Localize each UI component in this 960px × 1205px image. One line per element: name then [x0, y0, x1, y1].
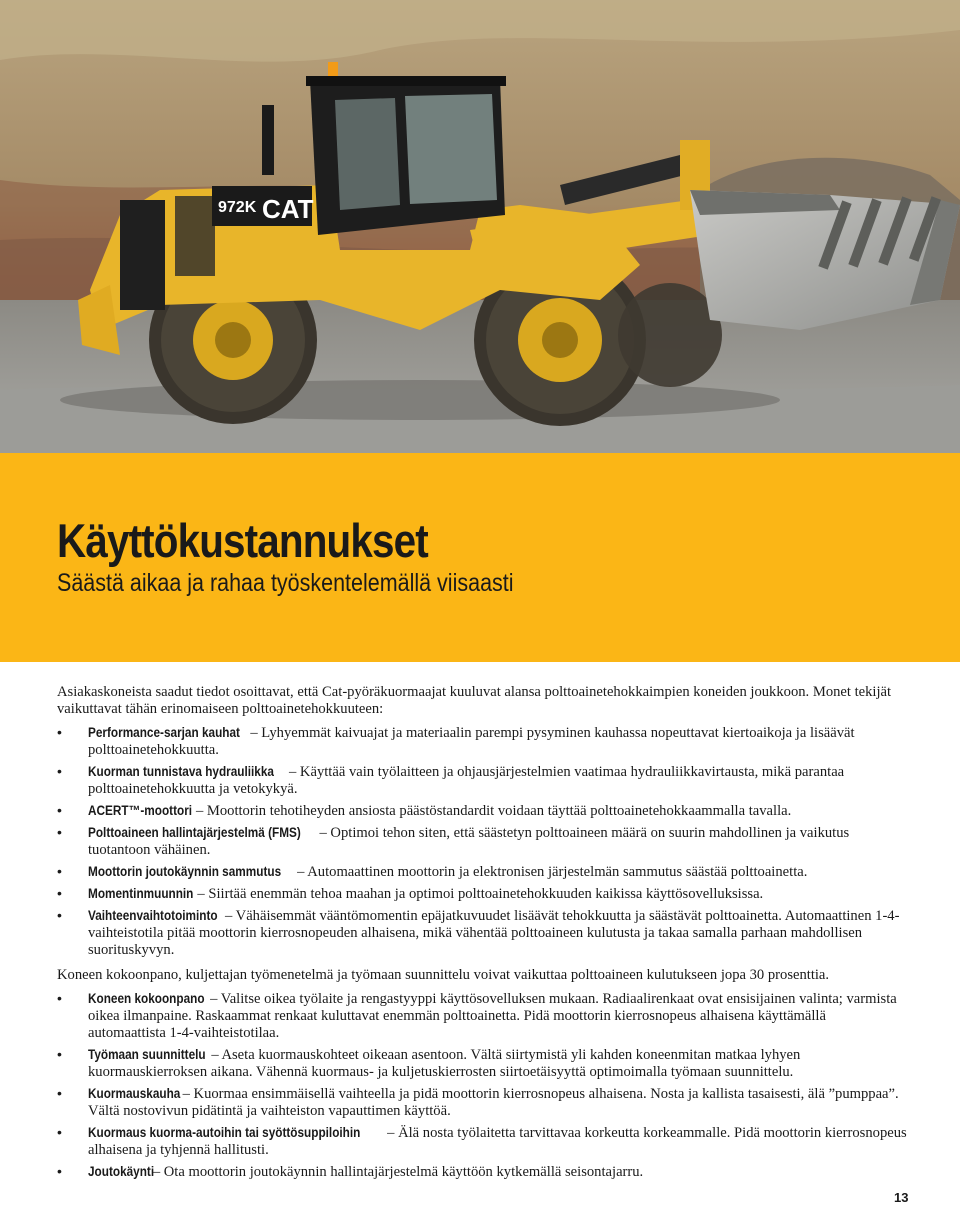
feature-text: – Lyhyemmät kaivuajat ja materiaalin parempi pysyminen kauhassa nopeuttavat kiertoaikoja ja lisäävät polttoainetehokkuutta.: [88, 725, 855, 758]
list-item: [57, 763, 907, 798]
beacon-light: [328, 62, 338, 76]
tip-term: Työmaan suunnittelu: [88, 1047, 206, 1062]
list-item: [57, 990, 907, 1042]
feature-text: – Optimoi tehon siten, että säästetyn polttoaineen määrä on suurin mahdollinen ja vaikutus tuotantoon vähäinen.: [88, 825, 850, 858]
bullet: •: [57, 885, 62, 901]
page-number: 13: [894, 1190, 909, 1205]
list-item: [57, 885, 907, 903]
bullet: •: [57, 824, 62, 840]
section-title: Käyttökustannukset: [57, 514, 428, 567]
second-paragraph: Koneen kokoonpano, kuljettajan työmenetelmä ja työmaan suunnittelu voivat vaikuttaa polttoaineen kulutukseen jopa 30 prosenttia.: [57, 967, 830, 983]
feature-text: – Vähäisemmät vääntömomentin epäjatkuvuudet lisäävät tehokkuutta ja säästävät polttoainetta. Automaattinen 1-4-vaihteistotila pitää moottorin kierrosnopeuden alhaisena, mikä vähentää polttoaineen kulutusta ja takaa samalla parhaan mahdollisen suorituskyvyn.: [88, 908, 900, 958]
tip-text: – Aseta kuormauskohteet oikeaan asentoon. Vältä siirtymistä yli kahden koneenmitan matkaa lyhyen kuormauskierroksen aikana. Vähennä kuormaus- ja kuljetuskierrosten siirtoetäisyyttä optimoimalla työmaan suunnittelu.: [88, 1047, 801, 1080]
feature-term: Polttoaineen hallintajärjestelmä (FMS): [88, 825, 301, 840]
list-item: [57, 863, 907, 881]
list-item: [57, 1124, 907, 1159]
tip-text: – Älä nosta työlaitetta tarvittavaa korkeutta korkeammalle. Pidä moottorin kierrosnopeus alhaisena ja tyhjennä hallitusti.: [88, 1125, 907, 1158]
bullet: •: [57, 907, 62, 923]
bullet: •: [57, 1163, 62, 1179]
list-item: [57, 802, 907, 820]
bullet: •: [57, 763, 62, 779]
feature-text: – Siirtää enemmän tehoa maahan ja optimoi polttoainetehokkuuden kaikissa käyttösovelluksissa.: [197, 886, 764, 902]
hero-photo: [0, 0, 960, 453]
feature-term: Moottorin joutokäynnin sammutus: [88, 864, 282, 879]
intro-paragraph: Asiakaskoneista saadut tiedot osoittavat, että Cat-pyöräkuormaajat kuuluvat alansa polttoainetehokkaimpien koneiden joukkoon. Monet tekijät vaikuttavat tähän erinomaiseen polttoainetehokkuuteen:: [57, 684, 892, 717]
feature-term: Performance-sarjan kauhat: [88, 725, 240, 740]
model-badge: 972K: [218, 199, 257, 216]
tip-term: Kuormauskauha: [88, 1086, 181, 1101]
feature-term: Kuorman tunnistava hydrauliikka: [88, 764, 274, 779]
feature-text: – Automaattinen moottorin ja elektronisen järjestelmän sammutus säästää polttoainetta.: [297, 864, 808, 880]
tips-list: [57, 990, 907, 1181]
tip-text: – Kuormaa ensimmäisellä vaihteella ja pidä moottorin kierrosnopeus alhaisena. Nosta ja kallista tasaisesti, älä ”pumppaa”. Vältä nostovivun pidätintä ja vaihteiston vapauttimen käyttöä.: [88, 1086, 899, 1119]
bullet: •: [57, 1085, 62, 1101]
list-item: [57, 1163, 907, 1181]
article-body: [57, 684, 907, 1189]
section-subtitle: Säästä aikaa ja rahaa työskentelemällä viisaasti: [57, 569, 514, 597]
cat-logo: CAT: [262, 194, 314, 224]
tip-term: Joutokäynti: [88, 1164, 155, 1179]
tip-text: – Ota moottorin joutokäynnin hallintajärjestelmä käyttöön kytkemällä seisontajarru.: [152, 1164, 644, 1180]
list-item: [57, 907, 907, 959]
tip-text: – Valitse oikea työlaite ja rengastyyppi käyttösovelluksen mukaan. Radiaalirenkaat ovat ensisijainen valinta; varmista oikea ilmanpaine. Raskaammat renkaat kuluttavat enemmän polttoainetta. Pidä moottorin kierrosnopeus alhaisena käyttämällä automaattista 1-4-vaihteistotilaa.: [88, 991, 897, 1041]
list-item: [57, 1085, 907, 1120]
feature-text: – Käyttää vain työlaitteen ja ohjausjärjestelmien vaatimaa hydrauliikkavirtausta, mikä parantaa polttoainetehokkuutta ja vetokykyä.: [88, 764, 845, 797]
feature-text: – Moottorin tehotiheyden ansiosta päästöstandardit voidaan täyttää polttoainetehokkaammalla tavalla.: [195, 803, 792, 819]
list-item: [57, 1046, 907, 1081]
list-item: [57, 724, 907, 759]
title-band: [0, 453, 960, 662]
exhaust-stack: [262, 105, 274, 175]
feature-term: Vaihteenvaihtotoiminto: [88, 908, 218, 923]
tip-term: Koneen kokoonpano: [88, 991, 205, 1006]
feature-list: [57, 724, 907, 959]
bullet: •: [57, 990, 62, 1006]
feature-term: Momentinmuunnin: [88, 886, 194, 901]
feature-term: ACERT™-moottori: [88, 803, 193, 818]
bullet: •: [57, 1124, 62, 1140]
list-item: [57, 824, 907, 859]
bullet: •: [57, 724, 62, 740]
bullet: •: [57, 863, 62, 879]
bullet: •: [57, 802, 62, 818]
wheel-loader-illustration: [0, 0, 960, 453]
tip-term: Kuormaus kuorma-autoihin tai syöttösuppiloihin: [88, 1125, 361, 1140]
bullet: •: [57, 1046, 62, 1062]
